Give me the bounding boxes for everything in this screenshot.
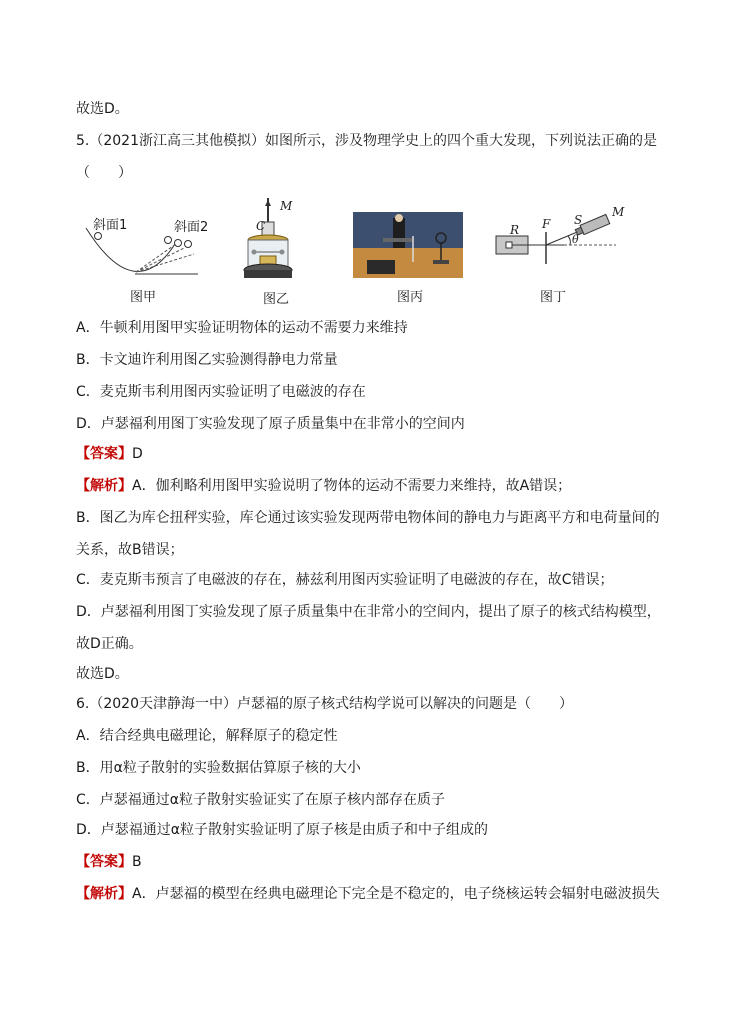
caption-ding: 图丁 <box>540 290 567 305</box>
label-theta: θ <box>572 233 579 246</box>
figure-row <box>0 196 737 306</box>
option-b: B．卡文迪许利用图乙实验测得静电力常量 <box>76 352 338 368</box>
question-5-stem: 5.（2021浙江高三其他模拟）如图所示，涉及物理学史上的四个重大发现，下列说法正确的是 <box>76 133 657 149</box>
text-line: D．卢瑟福利用图丁实验发现了原子质量集中在非常小的空间内，提出了原子的核式结构模型， <box>76 604 661 620</box>
analysis-tag: 【解析】 <box>76 478 132 494</box>
answer-value: B <box>132 854 142 870</box>
label-incline-1: 斜面1 <box>93 218 128 233</box>
ding-labels <box>494 206 634 276</box>
answer-line <box>76 852 142 872</box>
option-d: D．卢瑟福通过α粒子散射实验证明了原子核是由质子和中子组成的 <box>76 822 489 838</box>
label-m: M <box>280 199 293 213</box>
label-incline-2: 斜面2 <box>174 220 209 235</box>
analysis-text: A．伽利略利用图甲实验说明了物体的运动不需要力来维持，故A错误； <box>132 478 572 494</box>
option-c: C．卢瑟福通过α粒子散射实验证实了在原子核内部存在质子 <box>76 792 446 808</box>
figure-ding <box>494 206 634 306</box>
label-s: S <box>574 213 583 227</box>
analysis-text: A．卢瑟福的模型在经典电磁理论下完全是不稳定的，电子绕核运转会辐射电磁波损失 <box>132 886 660 902</box>
option-c: C．麦克斯韦利用图丙实验证明了电磁波的存在 <box>76 384 366 400</box>
question-5-bracket: （ ） <box>76 165 132 181</box>
answer-value: D <box>132 446 143 462</box>
figure-yi <box>240 196 300 306</box>
label-f: F <box>542 217 551 231</box>
text-line: 关系，故B错误； <box>76 542 184 558</box>
text-line: 故选D。 <box>76 666 129 682</box>
caption-jia: 图甲 <box>130 290 157 305</box>
inclined-planes-diagram <box>80 196 205 276</box>
question-6-stem: 6.（2020天津静海一中）卢瑟福的原子核式结构学说可以解决的问题是（ ） <box>76 696 573 712</box>
text-line: B．图乙为库仑扭秤实验，库仑通过该实验发现两带电物体间的静电力与距离平方和电荷量间的 <box>76 510 660 526</box>
option-d: D．卢瑟福利用图丁实验发现了原子质量集中在非常小的空间内 <box>76 416 465 432</box>
label-r: R <box>510 223 520 237</box>
analysis-tag: 【解析】 <box>76 886 132 902</box>
option-a: A．结合经典电磁理论，解释原子的稳定性 <box>76 728 338 744</box>
answer-tag: 【答案】 <box>76 446 132 462</box>
answer-tag: 【答案】 <box>76 854 132 870</box>
answer-line <box>76 444 143 464</box>
text-line: 故D正确。 <box>76 636 143 652</box>
analysis-line <box>76 884 660 904</box>
yi-labels <box>240 196 310 236</box>
text-line: 故选D。 <box>76 101 129 117</box>
label-m: M <box>612 206 625 219</box>
caption-yi: 图乙 <box>263 292 290 307</box>
text-line: C．麦克斯韦预言了电磁波的存在，赫兹利用图丙实验证明了电磁波的存在，故C错误； <box>76 572 614 588</box>
analysis-line <box>76 476 571 496</box>
option-a: A．牛顿利用图甲实验证明物体的运动不需要力来维持 <box>76 320 408 336</box>
hertz-experiment-photo <box>353 212 463 278</box>
caption-bing: 图丙 <box>397 290 424 305</box>
figure-jia <box>80 196 209 306</box>
option-b: B．用α粒子散射的实验数据估算原子核的大小 <box>76 760 361 776</box>
label-c: C <box>256 219 266 233</box>
figure-bing <box>353 212 463 306</box>
